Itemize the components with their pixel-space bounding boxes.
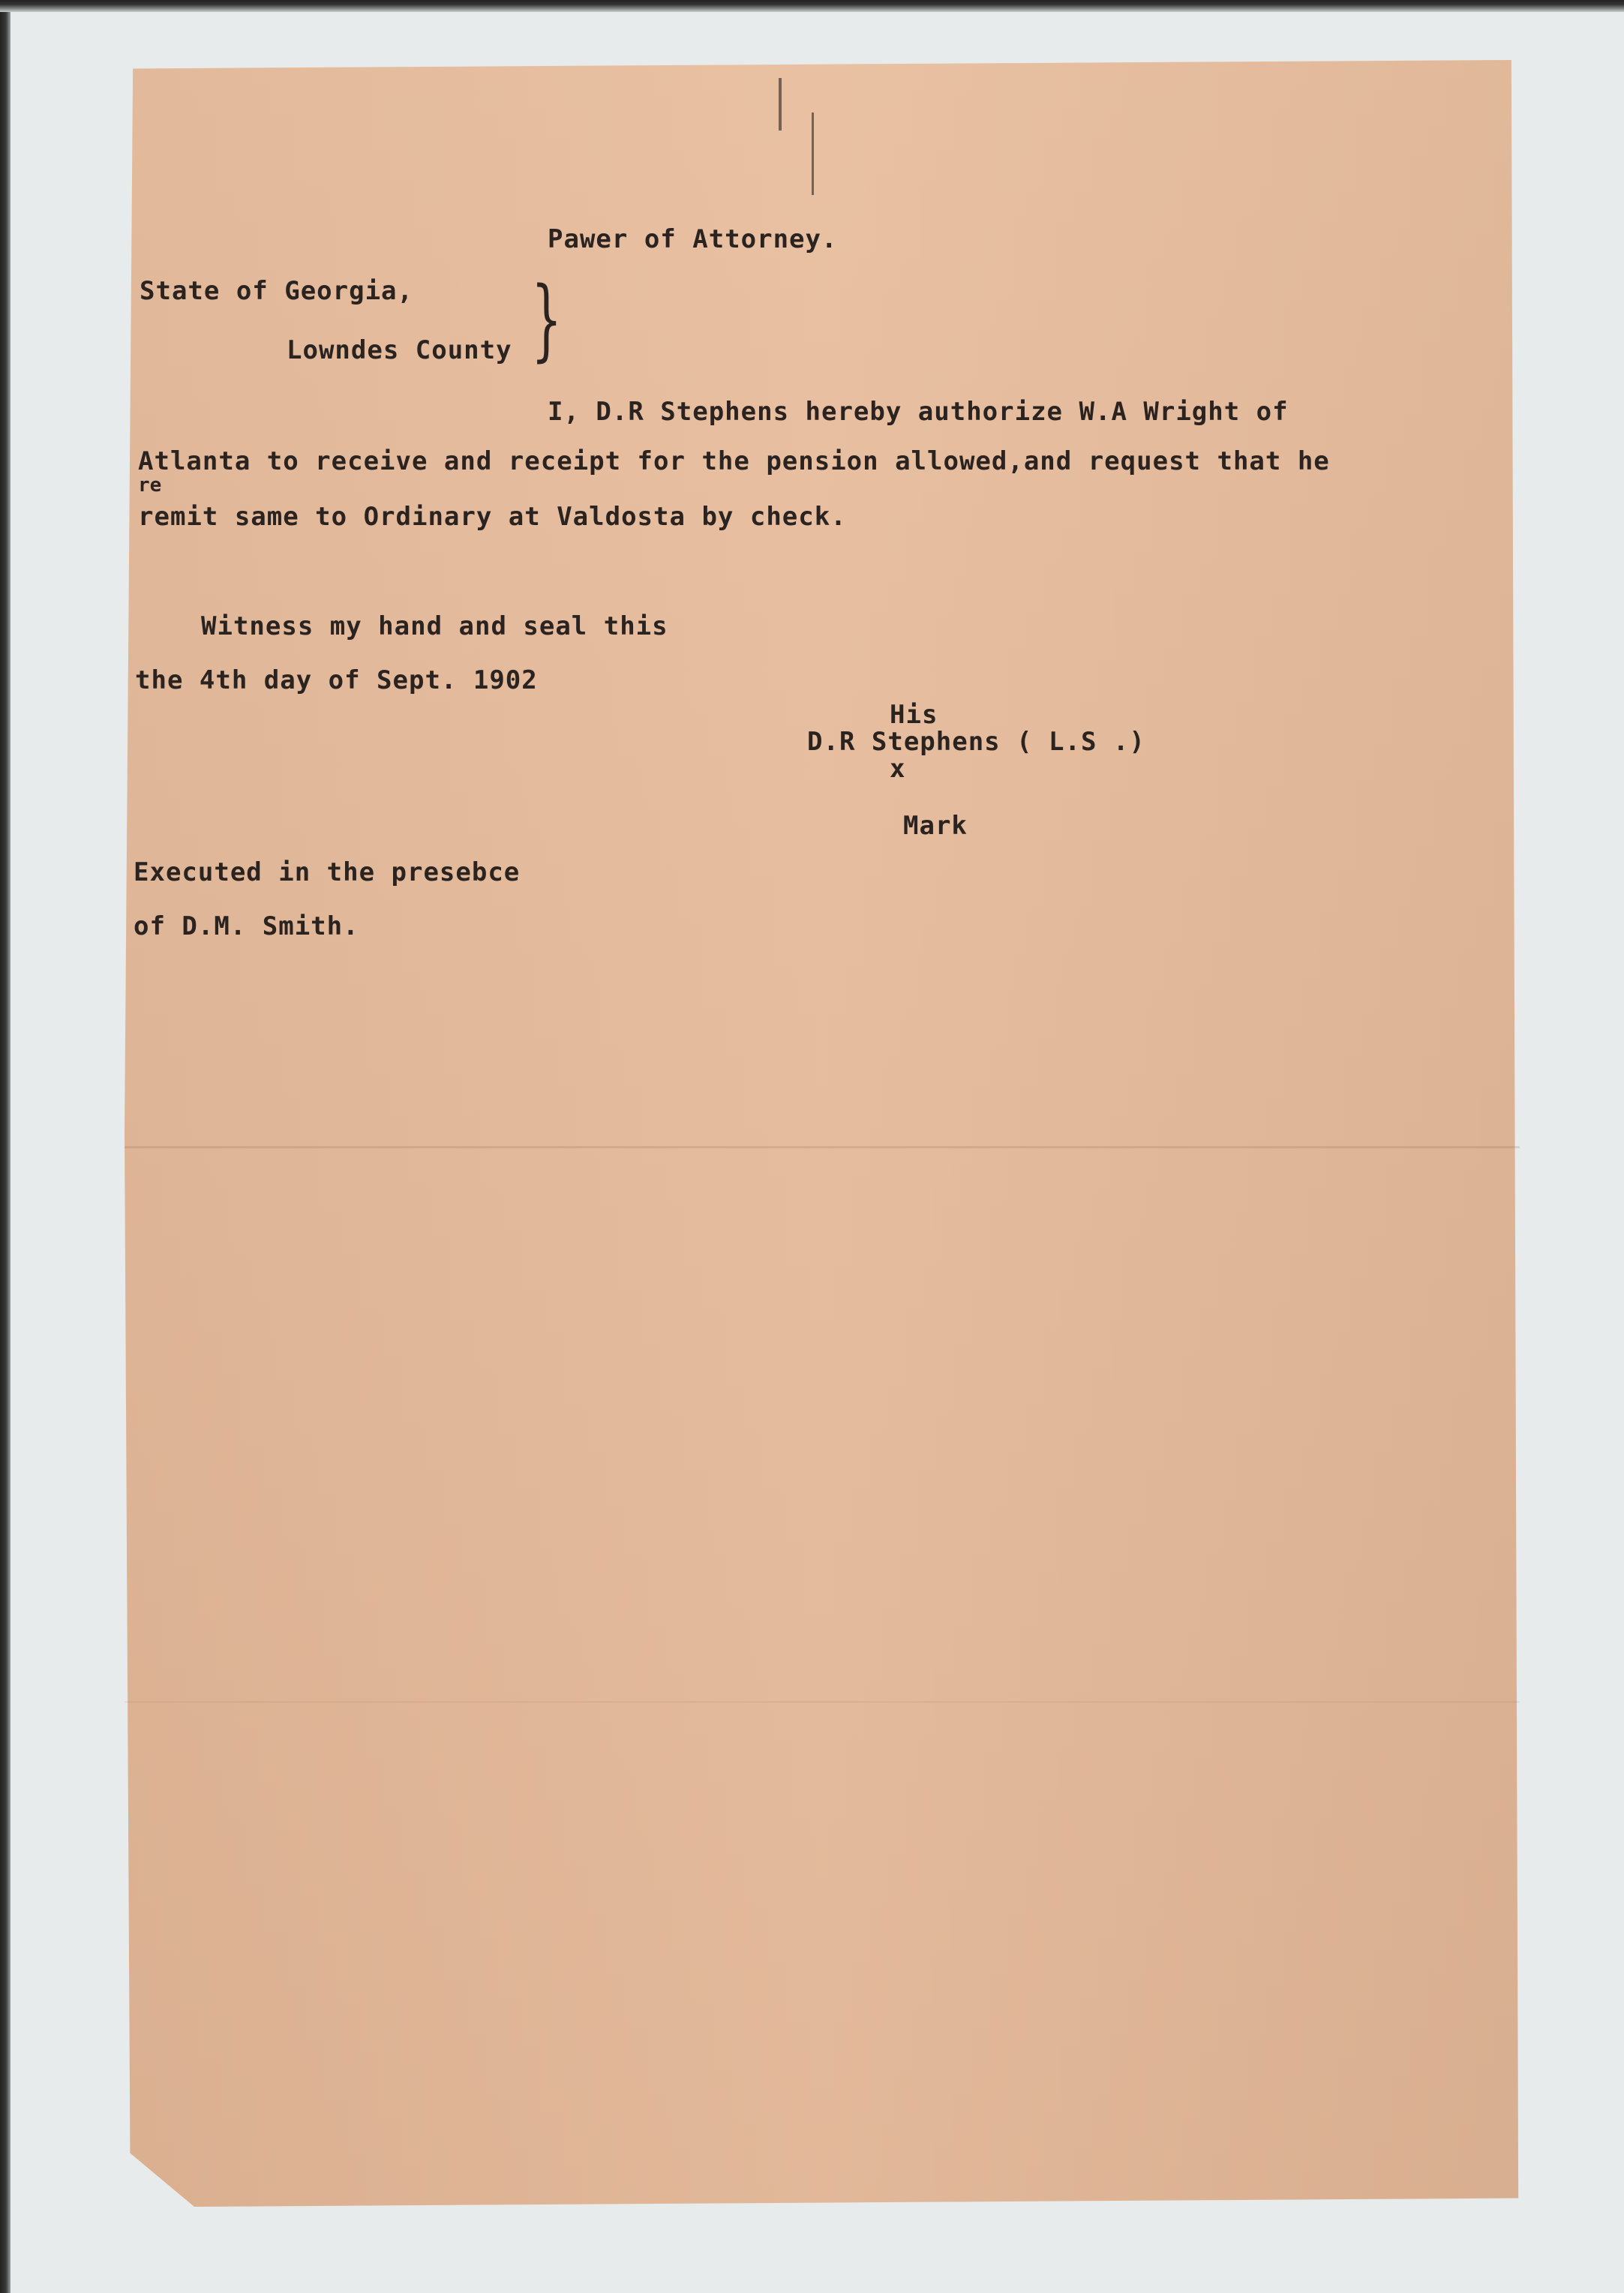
executed-line-2: of D.M. Smith.	[134, 911, 359, 941]
signature-name: D.R Stephens ( L.S .)	[807, 727, 1145, 757]
fold-line	[125, 1146, 1520, 1148]
document-title: Pawer of Attorney.	[548, 224, 838, 254]
witness-line-2: the 4th day of Sept. 1902	[135, 665, 538, 695]
body-line-2: Atlanta to receive and receipt for the pension allowed,and request that he	[138, 446, 1330, 476]
document-paper	[125, 60, 1520, 2207]
scan-top-edge	[0, 0, 1624, 12]
body-line-3: remit same to Ordinary at Valdosta by check.	[138, 502, 847, 532]
body-insert: re	[138, 474, 162, 497]
county-line: Lowndes County	[287, 335, 512, 365]
pencil-mark	[779, 78, 782, 131]
signature-x: x	[890, 754, 906, 784]
witness-line-1: Witness my hand and seal this	[201, 611, 668, 641]
scan-left-edge	[0, 0, 11, 2293]
fold-line	[125, 1701, 1520, 1703]
signature-his: His	[890, 700, 938, 730]
executed-line-1: Executed in the presebce	[134, 857, 521, 887]
signature-mark: Mark	[903, 811, 968, 841]
pencil-mark	[812, 113, 814, 195]
body-line-1: I, D.R Stephens hereby authorize W.A Wright of	[548, 397, 1289, 427]
brace-mark: }	[531, 267, 563, 371]
state-line: State of Georgia,	[140, 276, 413, 306]
